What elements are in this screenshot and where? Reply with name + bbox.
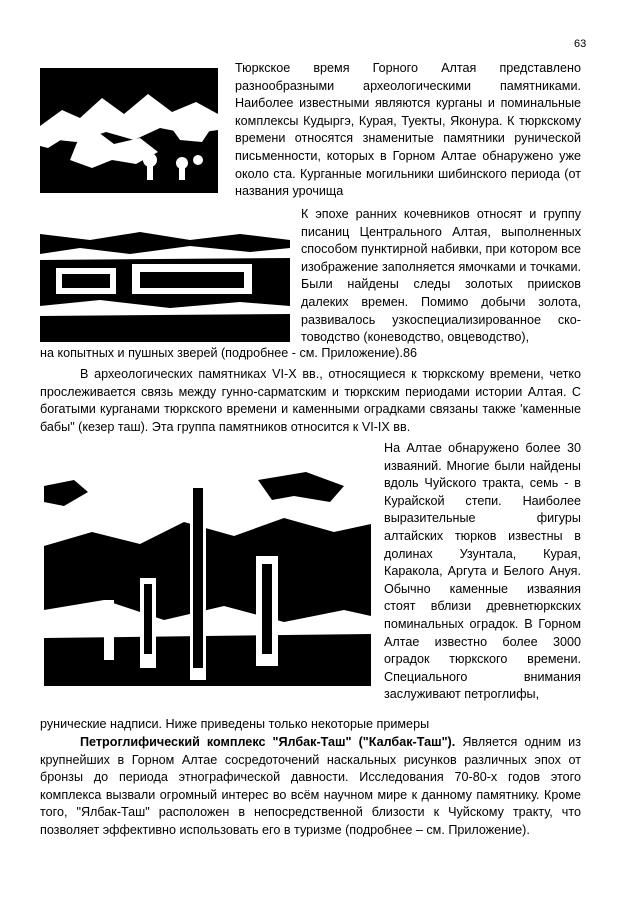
mountain-landscape-photo (40, 68, 218, 193)
paragraph-statues: На Алтае обнаружено более 30 изваяний. Многие были найдены вдоль Чуйского тракта, семь - в Курайской степи. Наиболее выразительные фигуры алтайских тюрков известны в долинах Узунтала, Курая, Каракола, Аргута и Белого Ануя. Обычно каменные изваяния стоят вблизи древнетюркских поминальных оградок. В Горном Алтае известно более 3000 оградок тюркского времени. Специального внимания заслуживают петроглифы, (384, 441, 581, 702)
stone-enclosure-photo (40, 210, 290, 342)
paragraph-early-nomads-tail: на копытных и пушных зверей (подробнее - см. Приложение).86 (40, 346, 417, 360)
paragraph-turkic-period: Тюркское время Горного Алтая представлено разнообразными археологическими памятниками. Наиболее известными являются курганы и поминальные комплексы Кудыргэ, Курая, Туекты, Яконура. К тюркскому времени относятся знаменитые памятники рунической письменности, которых в Горном Алтае обнаружено уже около ста. Курганные могильники шибинского периода (от названия урочища (235, 61, 581, 199)
paragraph-early-nomads: К эпохе ранних кочевников относят и группу писаниц Центрального Алтая, выполненных способом пунктирной набивки, при котором все изображение заполняется ямочками и точками. Были найдены следы золотых приисков далеких времен. Помимо добычи золота, развивалось узкоспециализированное ско-товодство (коневодство, овцеводство), (301, 207, 581, 345)
yalbak-tash-text: Является одним из крупнейших в Горном Алтае сосредоточений наскальных рисунков различных эпох от бронзы до периода этнографической давности. Исследования 70-80-х годов этого комплекса вызвали огромный интерес во всём научном мире к данному памятнику. Кроме того, "Ялбак-Таш" расположен в непосредственной близости к Чуйскому тракту, что позволяет эффективно использовать его в туризме (подробнее – см. Приложение). (40, 735, 581, 837)
paragraph-archaeology: В археологических памятниках VI-X вв., относящиеся к тюркскому времени, четко прослеживается связь между гунно-сарматским и тюркским периодами истории Алтая. С богатыми курганами тюркского времени и каменными оградками связаны также 'каменные бабы" (кезер таш). Эта группа памятников относится к VI-IX вв. (40, 367, 581, 434)
page-number: 63 (574, 38, 587, 50)
paragraph-statues-tail: рунические надписи. Ниже приведены только некоторые примеры (40, 717, 430, 731)
stone-statues-photo (44, 460, 371, 686)
paragraph-yalbak-tash (40, 734, 581, 840)
yalbak-tash-heading: Петроглифический комплекс "Ялбак-Таш" ("Калбак-Таш"). (80, 735, 456, 749)
